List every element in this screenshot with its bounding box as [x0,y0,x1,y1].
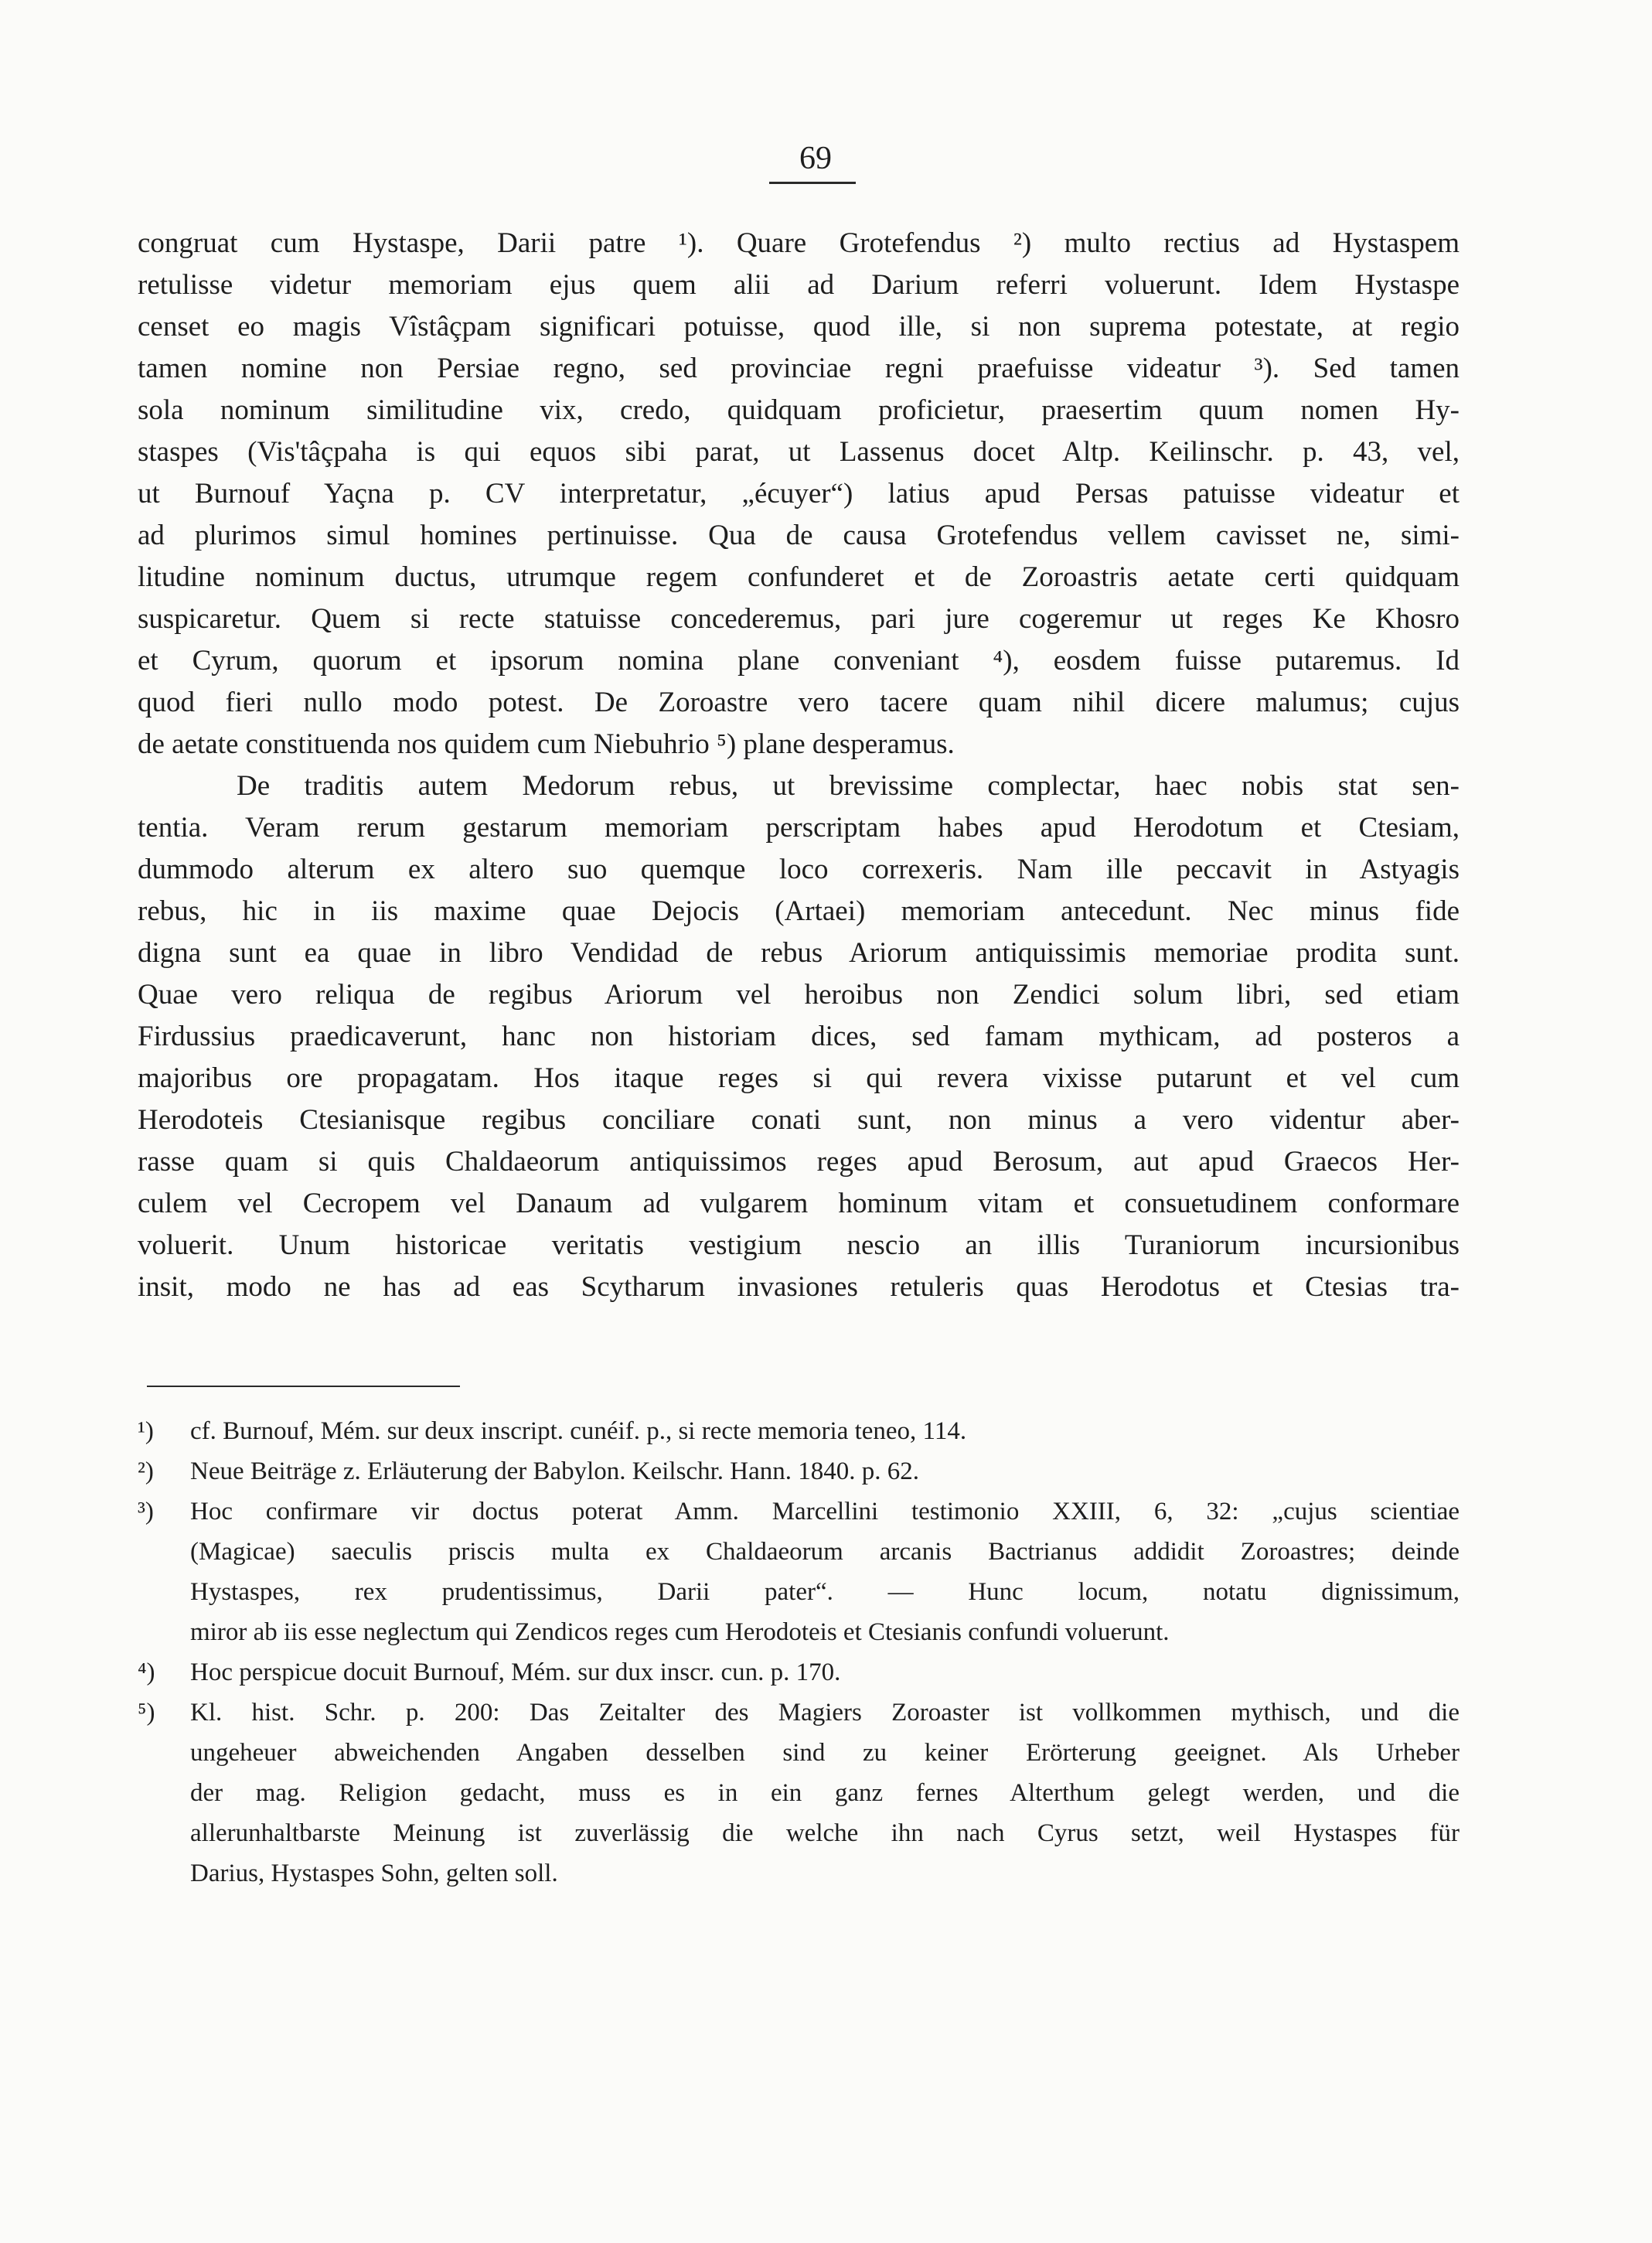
text-line: suspicaretur. Quem si recte statuisse concederemus, pari jure cogeremur ut reges Ke Khosro [138,603,1460,635]
footnote-3 [138,1491,1460,1652]
footnote-line: (Magicae) saeculis priscis multa ex Chaldaeorum arcanis Bactrianus addidit Zoroastres; deinde [190,1538,1460,1566]
text-line: retulisse videtur memoriam ejus quem alii ad Darium referri voluerunt. Idem Hystaspe [138,269,1460,301]
footnote-line [138,1411,1460,1451]
footnote-marker: ¹) [138,1417,154,1445]
footnote-line: der mag. Religion gedacht, muss es in ein ganz fernes Alterthum gelegt werden, und die [190,1779,1460,1807]
footnote-5 [138,1692,1460,1894]
text-line: ut Burnouf Yaçna p. CV interpretatur, „écuyer“) latius apud Persas patuisse videatur et [138,478,1460,510]
footnote-line [138,1491,1460,1532]
footnote-line: allerunhaltbarste Meinung ist zuverlässig die welche ihn nach Cyrus setzt, weil Hystaspes für [190,1819,1460,1847]
footnote-line [138,1692,1460,1733]
footnote-line: miror ab iis esse neglectum qui Zendicos reges cum Herodoteis et Ctesianis confundi voluerunt. [190,1618,1170,1646]
text-line: digna sunt ea quae in libro Vendidad de rebus Ariorum antiquissimis memoriae prodita sunt. [138,937,1460,969]
footnote-4 [138,1652,1460,1692]
text-line: censet eo magis Vîstâçpam significari potuisse, quod ille, si non suprema potestate, at regio [138,311,1460,343]
footnote-marker: ³) [138,1498,154,1525]
footnote-line [138,1451,1460,1491]
page-number-rule [769,182,856,184]
paragraph-start-line: De traditis autem Medorum rebus, ut brevissime complectar, haec nobis stat sen- [237,770,1460,802]
text-line: Firdussius praedicaverunt, hanc non historiam dices, sed famam mythicam, ad posteros a [138,1021,1460,1052]
text-line: congruat cum Hystaspe, Darii patre ¹). Quare Grotefendus ²) multo rectius ad Hystaspem [138,227,1460,259]
footnote-1 [138,1411,1460,1451]
footnote-marker: ²) [138,1457,154,1485]
text-line: tamen nomine non Persiae regno, sed provinciae regni praefuisse videatur ³). Sed tamen [138,353,1460,384]
text-line: voluerit. Unum historicae veritatis vestigium nescio an illis Turaniorum incursionibus [138,1229,1460,1261]
footnote-text: Hoc perspicue docuit Burnouf, Mém. sur dux inscr. cun. p. 170. [190,1658,841,1686]
text-line: Herodoteis Ctesianisque regibus conciliare conati sunt, non minus a vero videntur aber- [138,1104,1460,1136]
footnote-marker: ⁴) [138,1658,155,1686]
page-number: 69 [799,141,832,176]
text-line: tentia. Veram rerum gestarum memoriam perscriptam habes apud Herodotum et Ctesiam, [138,812,1460,844]
footnote-text: Hoc confirmare vir doctus poterat Amm. Marcellini testimonio XXIII, 6, 32: „cujus scientiae [190,1498,1460,1525]
footnote-separator [147,1386,460,1387]
footnote-text: Neue Beiträge z. Erläuterung der Babylon. Keilschr. Hann. 1840. p. 62. [190,1457,919,1485]
footnote-line [138,1652,1460,1692]
text-line: ad plurimos simul homines pertinuisse. Qua de causa Grotefendus vellem cavisset ne, simi- [138,520,1460,551]
footnote-text: Kl. hist. Schr. p. 200: Das Zeitalter des Magiers Zoroaster ist vollkommen mythisch, und die [190,1699,1460,1727]
text-line: rebus, hic in iis maxime quae Dejocis (Artaei) memoriam antecedunt. Nec minus fide [138,895,1460,927]
text-line: dummodo alterum ex altero suo quemque loco correxeris. Nam ille peccavit in Astyagis [138,854,1460,885]
footnotes [138,1411,1460,1894]
footnote-marker: ⁵) [138,1699,155,1727]
footnote-2 [138,1451,1460,1491]
text-line: majoribus ore propagatam. Hos itaque reges si qui revera vixisse putarunt et vel cum [138,1062,1460,1094]
text-line: quod fieri nullo modo potest. De Zoroastre vero tacere quam nihil dicere malumus; cujus [138,687,1460,718]
footnote-line: ungeheuer abweichenden Angaben desselben sind zu keiner Erörterung geeignet. Als Urheber [190,1739,1460,1767]
text-line: litudine nominum ductus, utrumque regem confunderet et de Zoroastris aetate certi quidquam [138,561,1460,593]
main-text [138,223,1460,1308]
text-line: staspes (Vis'tâçpaha is qui equos sibi parat, ut Lassenus docet Altp. Keilinschr. p. 43, vel, [138,436,1460,468]
footnote-line: Hystaspes, rex prudentissimus, Darii pater“. — Hunc locum, notatu dignissimum, [190,1578,1460,1606]
text-line: de aetate constituenda nos quidem cum Niebuhrio ⁵) plane desperamus. [138,728,955,760]
text-line: sola nominum similitudine vix, credo, quidquam proficietur, praesertim quum nomen Hy- [138,394,1460,426]
text-line: culem vel Cecropem vel Danaum ad vulgarem hominum vitam et consuetudinem conformare [138,1188,1460,1219]
footnote-line: Darius, Hystaspes Sohn, gelten soll. [190,1860,558,1887]
text-line: insit, modo ne has ad eas Scytharum invasiones retuleris quas Herodotus et Ctesias tra- [138,1271,1460,1303]
footnote-text: cf. Burnouf, Mém. sur deux inscript. cunéif. p., si recte memoria teneo, 114. [190,1417,967,1445]
text-line: Quae vero reliqua de regibus Ariorum vel heroibus non Zendici solum libri, sed etiam [138,979,1460,1011]
text-line: et Cyrum, quorum et ipsorum nomina plane conveniant ⁴), eosdem fuisse putaremus. Id [138,645,1460,677]
text-line: rasse quam si quis Chaldaeorum antiquissimos reges apud Berosum, aut apud Graecos Her- [138,1146,1460,1178]
